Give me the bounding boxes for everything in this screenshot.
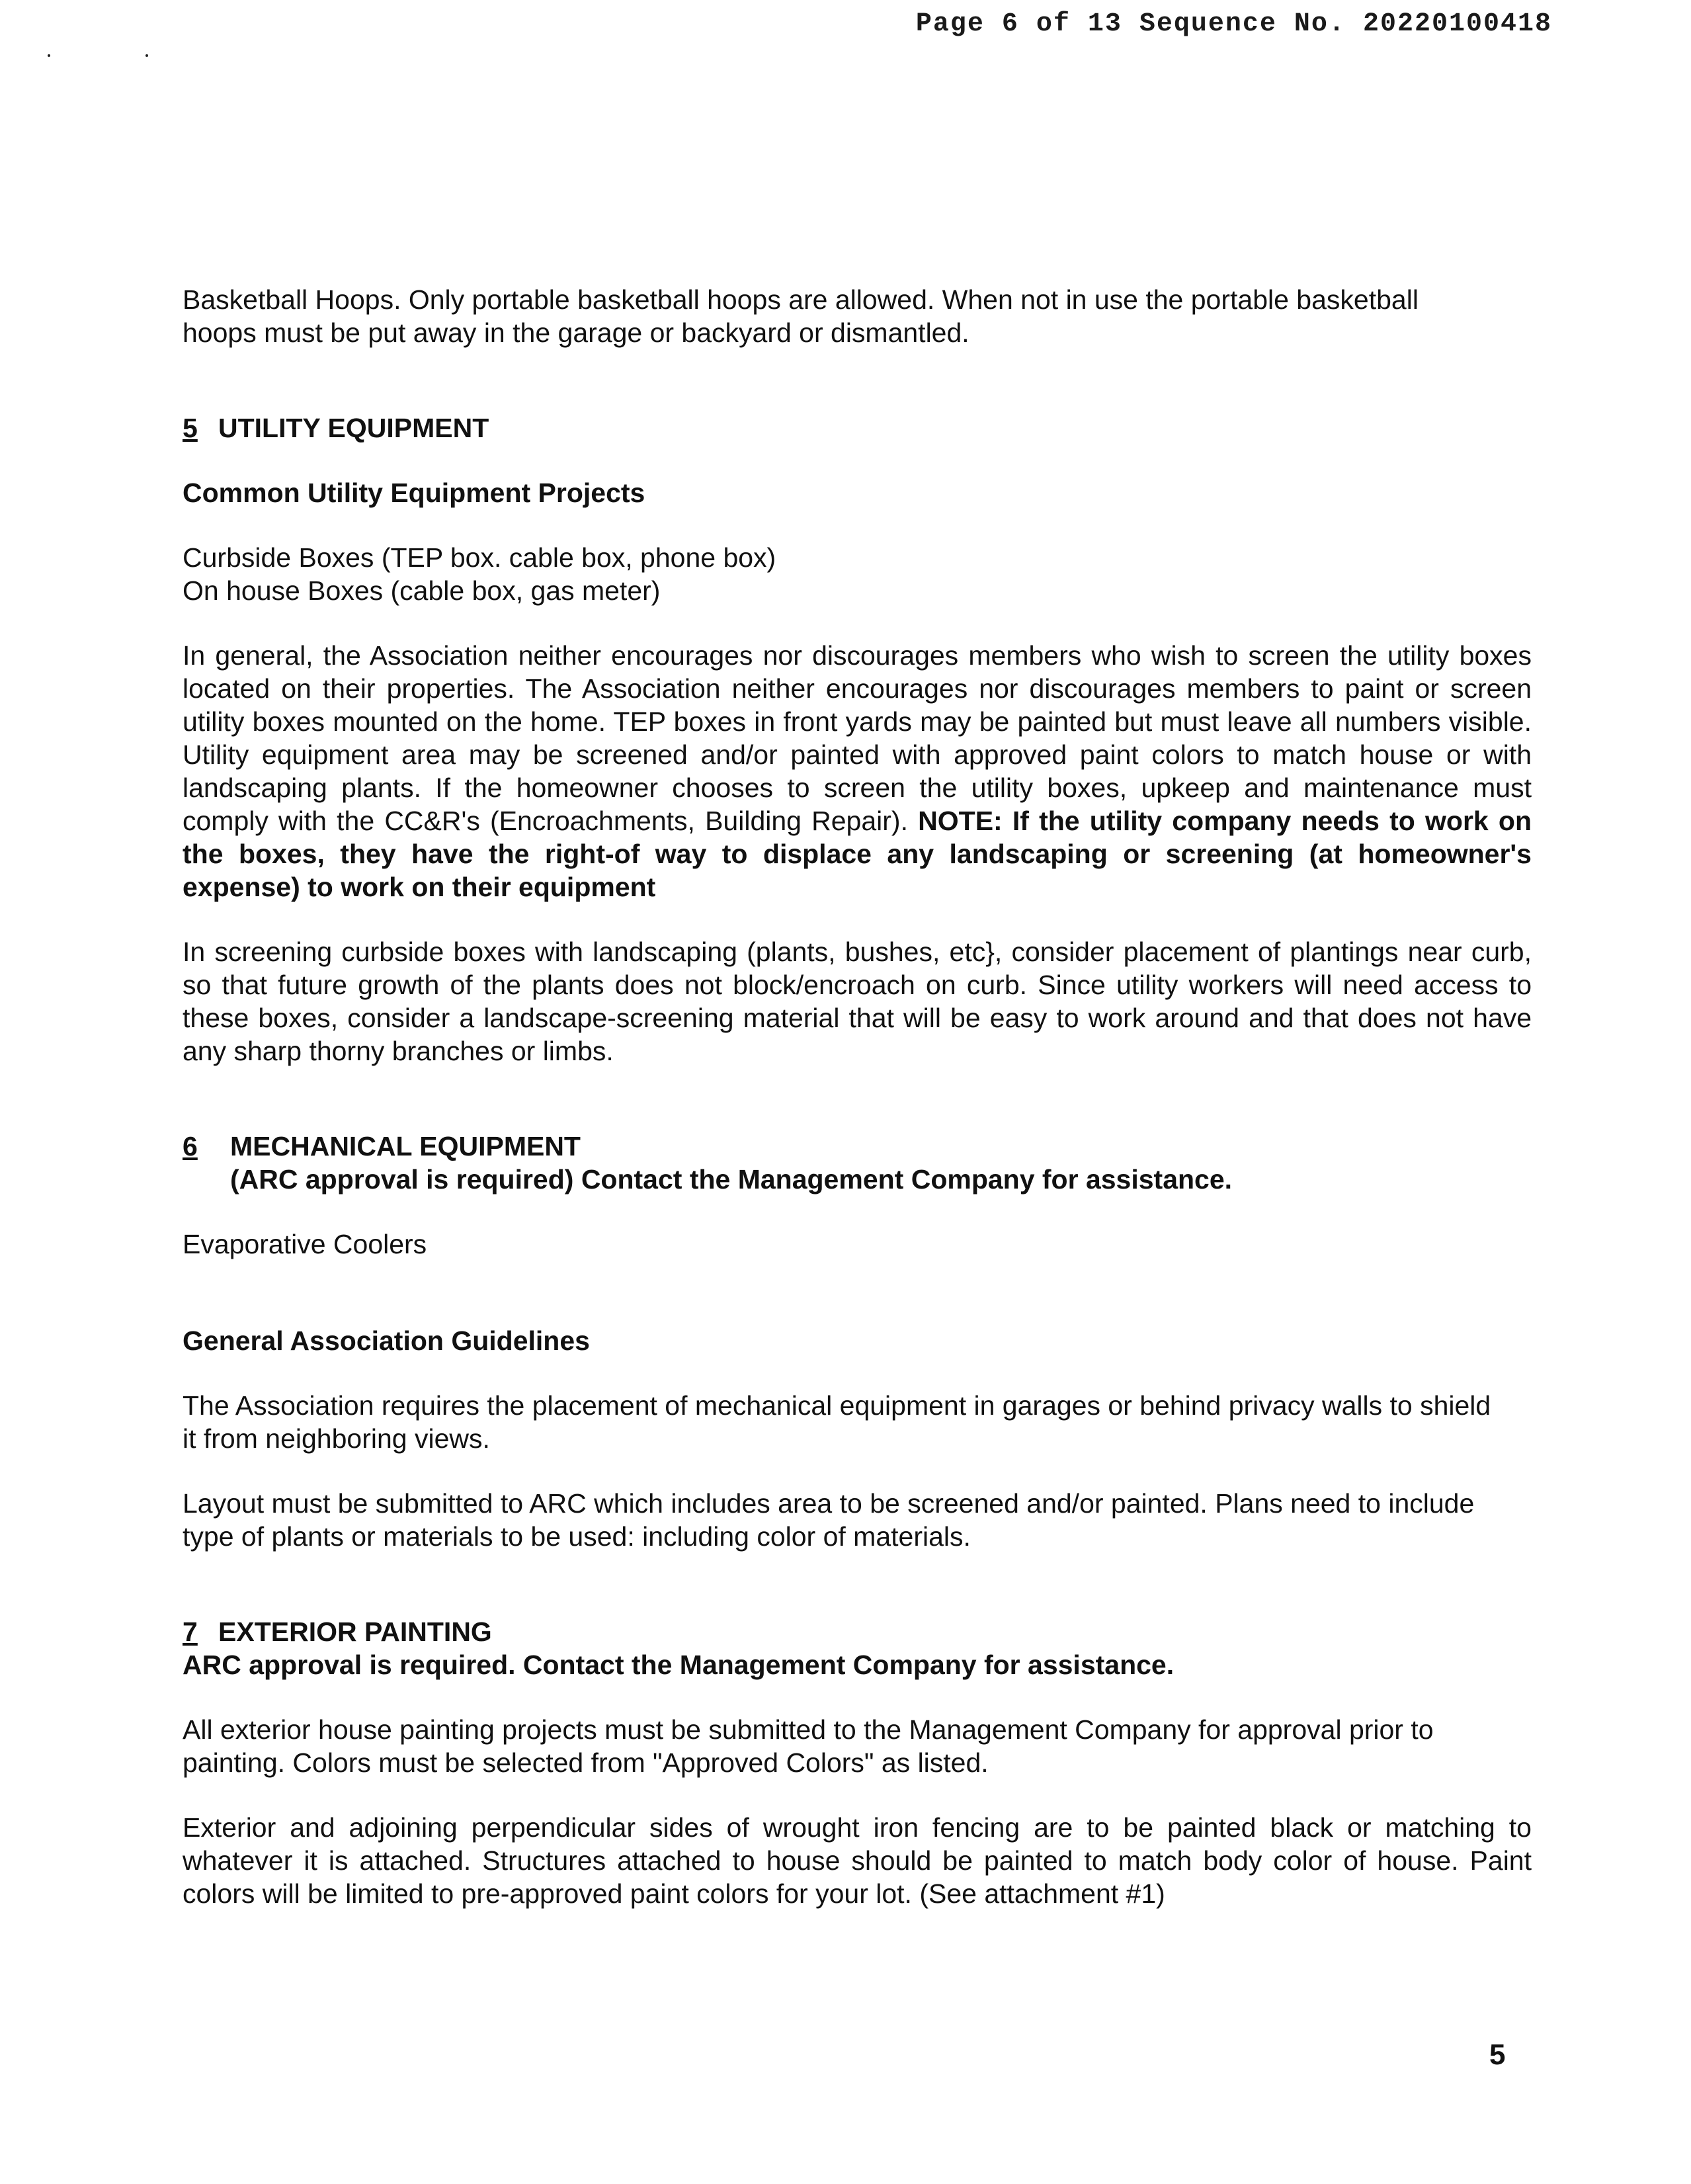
section-7-paragraph-2: Exterior and adjoining perpendicular sides of wrought iron fencing are to be painted black or matching to whatever it is attached. Structures attached to house should be painted to match body color of house. Paint colors will be limited to pre-approved paint colors for your lot. (See attachment #1) [183, 1812, 1532, 1909]
section-6-paragraph-1: The Association requires the placement of mechanical equipment in garages or behind privacy walls to shield it from neighboring views. [183, 1390, 1491, 1454]
scan-speck [48, 54, 50, 57]
section-5-paragraph-1 [183, 639, 1532, 903]
section-7-subtitle: ARC approval is required. Contact the Management Company for assistance. [183, 1650, 1175, 1680]
page-number: 5 [1489, 2038, 1506, 2071]
section-5-title: UTILITY EQUIPMENT [218, 413, 489, 443]
scan-speck [145, 54, 148, 57]
section-6-subheading: General Association Guidelines [183, 1325, 590, 1356]
section-6-item: Evaporative Coolers [183, 1229, 427, 1259]
section-5-number: 5 [183, 413, 198, 443]
section-5-list-line-2: On house Boxes (cable box, gas meter) [183, 575, 661, 606]
section-5-list-line-1: Curbside Boxes (TEP box. cable box, phone box) [183, 542, 776, 573]
section-7-heading [183, 1615, 1532, 1648]
basketball-paragraph: Basketball Hoops. Only portable basketball hoops are allowed. When not in use the portable basketball hoops must be put away in the garage or backyard or dismantled. [183, 284, 1419, 348]
section-7-number: 7 [183, 1617, 198, 1647]
sequence-stamp: Page 6 of 13 Sequence No. 20220100418 [915, 9, 1552, 39]
section-6-paragraph-2: Layout must be submitted to ARC which includes area to be screened and/or painted. Plans need to include type of plants or materials to be used: including color of materials. [183, 1488, 1475, 1552]
section-7-paragraph-1: All exterior house painting projects must be submitted to the Management Company for approval prior to painting. Colors must be selected from "Approved Colors" as listed. [183, 1714, 1434, 1778]
section-7-title: EXTERIOR PAINTING [218, 1617, 492, 1647]
section-6-number: 6 [183, 1131, 198, 1161]
section-5-subheading: Common Utility Equipment Projects [183, 478, 645, 508]
section-5-paragraph-2: In screening curbside boxes with landscaping (plants, bushes, etc}, consider placement of plantings near curb, so that future growth of the plants does not block/encroach on curb. Since utility workers will need access to these boxes, consider a landscape-screening material that will be easy to work around and that does not have any sharp thorny branches or limbs. [183, 937, 1532, 1066]
section-6-heading [183, 1130, 1532, 1163]
section-6-title: MECHANICAL EQUIPMENT [230, 1131, 581, 1161]
section-6-subtitle: (ARC approval is required) Contact the Management Company for assistance. [230, 1164, 1233, 1195]
section-5-note: NOTE: If the utility company needs to work on the boxes, they have the right-of way to displace any landscaping or screening (at homeowner's expense) to work on their equipment [183, 806, 1532, 902]
section-5-heading [183, 411, 1532, 444]
section-5-paragraph-1-text: In general, the Association neither encourages nor discourages members who wish to screen the utility boxes located on their properties. The Association neither encourages nor discourages members to paint or screen utility boxes mounted on the home. TEP boxes in front yards may be painted but must leave all numbers visible. Utility equipment area may be screened and/or painted with approved paint colors to match house or with landscaping plants. If the homeowner chooses to screen the utility boxes, upkeep and maintenance must comply with the CC&R's (Encroachments, Building Repair). [183, 640, 1532, 836]
document-body [183, 283, 1532, 1910]
